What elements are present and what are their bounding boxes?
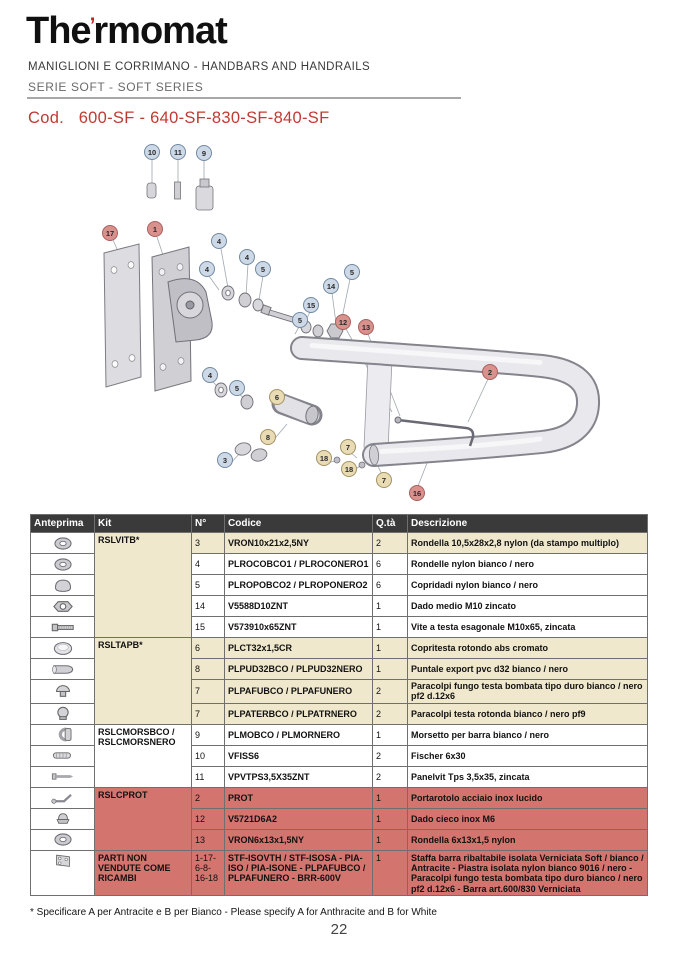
part-row xyxy=(31,787,648,808)
part-desc: Vite a testa esagonale M10x65, zincata xyxy=(408,617,648,638)
part-qty: 1 xyxy=(373,638,408,659)
balloon-5: 5 xyxy=(229,380,245,396)
balloon-18: 18 xyxy=(341,461,357,477)
part-code: VFISS6 xyxy=(225,745,373,766)
product-codes: Cod. 600-SF - 640-SF-830-SF-840-SF xyxy=(28,109,330,127)
part-desc: Portarotolo acciaio inox lucido xyxy=(408,787,648,808)
top-fasteners xyxy=(147,179,213,210)
bracket-plate-icon xyxy=(34,853,91,868)
hinge-sleeve xyxy=(282,404,320,425)
bumper-icon xyxy=(34,684,91,699)
part-number: 12 xyxy=(192,808,225,829)
plug-icon xyxy=(34,662,91,677)
part-qty: 2 xyxy=(373,533,408,554)
balloon-7: 7 xyxy=(376,472,392,488)
hinge-bracket xyxy=(168,279,212,342)
part-row xyxy=(31,850,648,895)
part-number: 10 xyxy=(192,745,225,766)
part-qty: 1 xyxy=(373,659,408,680)
balloon-5: 5 xyxy=(292,312,308,328)
balloon-14: 14 xyxy=(323,278,339,294)
balloon-7: 7 xyxy=(340,439,356,455)
part-qty: 1 xyxy=(373,617,408,638)
part-code: PLROPOBCO2 / PLROPONERO2 xyxy=(225,575,373,596)
balloon-8: 8 xyxy=(260,429,276,445)
screw-icon xyxy=(34,769,91,784)
page-number: 22 xyxy=(330,921,348,938)
part-code: V5588D10ZNT xyxy=(225,596,373,617)
fastener-cluster xyxy=(215,286,343,463)
part-row xyxy=(31,533,648,554)
col-kit: Kit xyxy=(95,515,192,533)
roll-holder-icon xyxy=(34,790,91,805)
logo-accent-mark: ’ xyxy=(89,13,95,37)
balloon-15: 15 xyxy=(303,297,319,313)
part-code: VRON10x21x2,5NY xyxy=(225,533,373,554)
part-desc: Paracolpi fungo testa bombata tipo duro bianco / nero pf2 d.12x6 xyxy=(408,680,648,704)
table-header-row xyxy=(31,515,648,533)
kit-name: RSLTAPB* xyxy=(95,638,192,725)
part-desc: Rondella 6x13x1,5 nylon xyxy=(408,829,648,850)
balloon-2: 2 xyxy=(482,364,498,380)
part-code: PLPATERBCO / PLPATRNERO xyxy=(225,703,373,724)
balloon-12: 12 xyxy=(335,314,351,330)
balloon-3: 3 xyxy=(217,452,233,468)
part-number: 13 xyxy=(192,829,225,850)
part-desc: Morsetto per barra bianco / nero xyxy=(408,724,648,745)
balloon-9: 9 xyxy=(196,145,212,161)
cap-nut-icon xyxy=(34,811,91,826)
washer-icon xyxy=(34,536,91,551)
part-desc: Copritesta rotondo abs cromato xyxy=(408,638,648,659)
balloon-5: 5 xyxy=(255,261,271,277)
part-desc: Fischer 6x30 xyxy=(408,745,648,766)
rail-web xyxy=(364,358,392,450)
part-desc: Rondella 10,5x28x2,8 nylon (da stampo multiplo) xyxy=(408,533,648,554)
clamp-icon xyxy=(34,727,91,742)
part-code: VRON6x13x1,5NY xyxy=(225,829,373,850)
washer-icon xyxy=(34,832,91,847)
part-desc: Copridadi nylon bianco / nero xyxy=(408,575,648,596)
part-number: 6 xyxy=(192,638,225,659)
part-qty: 1 xyxy=(373,808,408,829)
part-desc: Dado medio M10 zincato xyxy=(408,596,648,617)
logo-text-2: rmomat xyxy=(93,10,227,52)
nut-icon xyxy=(34,599,91,614)
washer-icon xyxy=(34,557,91,572)
balloon-4: 4 xyxy=(211,233,227,249)
part-code: PLPUD32BCO / PLPUD32NERO xyxy=(225,659,373,680)
kit-name: PARTI NON VENDUTE COME RICAMBI xyxy=(95,850,192,895)
balloon-11: 11 xyxy=(170,144,186,160)
part-number: 2 xyxy=(192,787,225,808)
series-title: SERIE SOFT - SOFT SERIES xyxy=(28,80,204,94)
part-desc: Staffa barra ribaltabile isolata Verniciata Soft / bianco / Antracite - Piastra isolata nylon bianco 9016 / nero - Paracolpi fungo testa bombata tipo duro bianco / nero pf2 d.12x6 - Barra art.600/830 Verniciata xyxy=(408,850,648,895)
cover-icon xyxy=(34,641,91,656)
cap-icon xyxy=(34,578,91,593)
bolt-icon xyxy=(34,620,91,635)
balloon-1: 1 xyxy=(147,221,163,237)
part-code: STF-ISOVTH / STF-ISOSA - PIA-ISO / PIA-ISONE - PLPAFUBCO / PLPAFUNERO - BRR-600V xyxy=(225,850,373,895)
balloon-16: 16 xyxy=(409,485,425,501)
part-number: 4 xyxy=(192,554,225,575)
part-code: PLMOBCO / PLMORNERO xyxy=(225,724,373,745)
balloon-18: 18 xyxy=(316,450,332,466)
part-number: 7 xyxy=(192,703,225,724)
balloon-4: 4 xyxy=(199,261,215,277)
part-qty: 6 xyxy=(373,554,408,575)
part-number: 11 xyxy=(192,766,225,787)
part-code: PLPAFUBCO / PLPAFUNERO xyxy=(225,680,373,704)
part-qty: 2 xyxy=(373,703,408,724)
part-code: PROT xyxy=(225,787,373,808)
footnote: * Specificare A per Antracite e B per Bianco - Please specify A for Anthracite and B for White xyxy=(30,907,437,918)
part-number: 1-17-6-8-16-18 xyxy=(192,850,225,895)
kit-name: RSLVITB* xyxy=(95,533,192,638)
part-qty: 1 xyxy=(373,787,408,808)
part-number: 8 xyxy=(192,659,225,680)
col-anteprima: Anteprima xyxy=(31,515,95,533)
part-desc: Paracolpi testa rotonda bianco / nero pf9 xyxy=(408,703,648,724)
part-qty: 2 xyxy=(373,766,408,787)
part-code: PLROCOBCO1 / PLROCONERO1 xyxy=(225,554,373,575)
part-code: PLCT32x1,5CR xyxy=(225,638,373,659)
col-codice: Codice xyxy=(225,515,373,533)
kit-name: RSLCPROT xyxy=(95,787,192,850)
part-number: 3 xyxy=(192,533,225,554)
part-number: 5 xyxy=(192,575,225,596)
part-qty: 2 xyxy=(373,680,408,704)
part-number: 9 xyxy=(192,724,225,745)
col-descrizione: Descrizione xyxy=(408,515,648,533)
logo-text: The xyxy=(26,10,91,52)
part-number: 15 xyxy=(192,617,225,638)
kit-name: RSLCMORSBCO / RSLCMORSNERO xyxy=(95,724,192,787)
balloon-10: 10 xyxy=(144,144,160,160)
part-code: VPVTPS3,5X35ZNT xyxy=(225,766,373,787)
part-row xyxy=(31,638,648,659)
balloon-5: 5 xyxy=(344,264,360,280)
part-qty: 1 xyxy=(373,596,408,617)
part-qty: 1 xyxy=(373,829,408,850)
balloon-6: 6 xyxy=(269,389,285,405)
balloon-4: 4 xyxy=(202,367,218,383)
part-code: V573910x65ZNT xyxy=(225,617,373,638)
part-desc: Rondelle nylon bianco / nero xyxy=(408,554,648,575)
balloon-4: 4 xyxy=(239,249,255,265)
part-desc: Panelvit Tps 3,5x35, zincata xyxy=(408,766,648,787)
part-qty: 1 xyxy=(373,724,408,745)
wall-anchor-icon xyxy=(34,748,91,763)
part-qty: 6 xyxy=(373,575,408,596)
part-qty: 1 xyxy=(373,850,408,895)
balloon-13: 13 xyxy=(358,319,374,335)
parts-table xyxy=(30,514,648,896)
round-bumper-icon xyxy=(34,706,91,721)
col-qta: Q.tà xyxy=(373,515,408,533)
balloon-17: 17 xyxy=(102,225,118,241)
part-desc: Puntale export pvc d32 bianco / nero xyxy=(408,659,648,680)
part-qty: 2 xyxy=(373,745,408,766)
part-row xyxy=(31,724,648,745)
part-number: 14 xyxy=(192,596,225,617)
part-desc: Dado cieco inox M6 xyxy=(408,808,648,829)
category-title: MANIGLIONI E CORRIMANO - HANDBARS AND HANDRAILS xyxy=(28,61,371,73)
bumper-dot xyxy=(359,462,365,468)
part-code: V5721D6A2 xyxy=(225,808,373,829)
part-number: 7 xyxy=(192,680,225,704)
col-n: N° xyxy=(192,515,225,533)
bumper-dot xyxy=(334,457,340,463)
